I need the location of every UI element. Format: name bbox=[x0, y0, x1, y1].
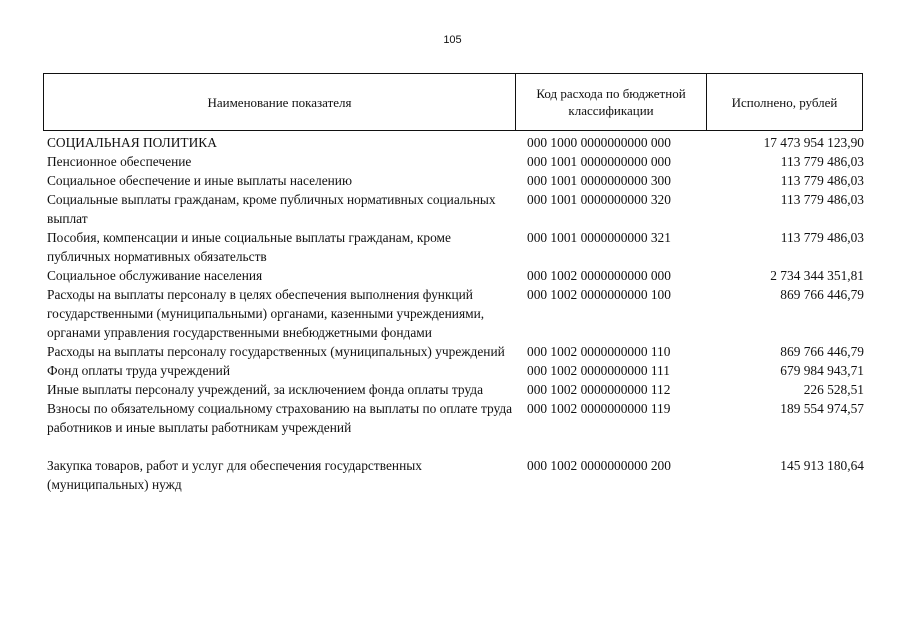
row-name: Социальное обслуживание населения bbox=[47, 268, 263, 283]
header-amount: Исполнено, рублей bbox=[731, 94, 838, 110]
row-amount: 17 473 954 123,90 bbox=[763, 135, 864, 150]
row-amount: 189 554 974,57 bbox=[780, 401, 864, 416]
page-number: 105 bbox=[443, 34, 462, 46]
row-amount: 869 766 446,79 bbox=[780, 287, 864, 302]
row-code: 000 1002 0000000000 100 bbox=[527, 287, 671, 302]
table-header bbox=[43, 73, 863, 131]
row-name: Расходы на выплаты персоналу в целях обеспечения выполнения функций государственными (муниципальными) органами, казенными учреждениями, органами управления государственными внебюджетными фондами bbox=[47, 287, 485, 340]
row-amount: 145 913 180,64 bbox=[780, 458, 864, 473]
table-row bbox=[47, 456, 864, 494]
row-code: 000 1002 0000000000 000 bbox=[527, 268, 671, 283]
row-code: 000 1002 0000000000 200 bbox=[527, 458, 671, 473]
row-amount: 226 528,51 bbox=[803, 382, 864, 397]
header-code: Код расхода по бюджетной классификации bbox=[516, 74, 707, 130]
row-amount: 113 779 486,03 bbox=[780, 230, 864, 245]
table-row bbox=[47, 266, 864, 285]
row-amount: 2 734 344 351,81 bbox=[770, 268, 864, 283]
row-amount: 113 779 486,03 bbox=[780, 154, 864, 169]
row-code: 000 1001 0000000000 300 bbox=[527, 173, 671, 188]
header-name: Наименование показателя bbox=[44, 74, 516, 130]
row-code: 000 1001 0000000000 321 bbox=[527, 230, 671, 245]
table-row bbox=[47, 152, 864, 171]
row-name: Пенсионное обеспечение bbox=[47, 154, 192, 169]
table-row bbox=[47, 190, 864, 228]
table-row bbox=[47, 228, 864, 266]
table-row bbox=[47, 399, 864, 437]
row-amount: 113 779 486,03 bbox=[780, 173, 864, 188]
row-amount: 869 766 446,79 bbox=[780, 344, 864, 359]
row-name: Пособия, компенсации и иные социальные выплаты гражданам, кроме публичных нормативных обязательств bbox=[47, 230, 451, 264]
table-row bbox=[47, 380, 864, 399]
row-code: 000 1001 0000000000 320 bbox=[527, 192, 671, 207]
row-amount: 113 779 486,03 bbox=[780, 192, 864, 207]
row-name: Взносы по обязательному социальному страхованию на выплаты по оплате труда работников и иные выплаты работникам учреждений bbox=[47, 401, 513, 435]
table-body bbox=[47, 133, 864, 494]
row-code: 000 1002 0000000000 112 bbox=[527, 382, 671, 397]
row-code: 000 1002 0000000000 119 bbox=[527, 401, 671, 416]
row-name: Социальные выплаты гражданам, кроме публичных нормативных социальных выплат bbox=[47, 192, 496, 226]
table-row bbox=[47, 342, 864, 361]
row-code: 000 1000 0000000000 000 bbox=[527, 135, 671, 150]
row-code: 000 1001 0000000000 000 bbox=[527, 154, 671, 169]
row-name: Фонд оплаты труда учреждений bbox=[47, 363, 231, 378]
row-name: Социальное обеспечение и иные выплаты населению bbox=[47, 173, 352, 188]
row-name: Закупка товаров, работ и услуг для обеспечения государственных (муниципальных) нужд bbox=[47, 458, 422, 492]
table-row bbox=[47, 361, 864, 380]
row-name: Расходы на выплаты персоналу государственных (муниципальных) учреждений bbox=[47, 344, 505, 359]
row-amount: 679 984 943,71 bbox=[780, 363, 864, 378]
row-code: 000 1002 0000000000 110 bbox=[527, 344, 671, 359]
table-row bbox=[47, 171, 864, 190]
table-row bbox=[47, 285, 864, 342]
row-code: 000 1002 0000000000 111 bbox=[527, 363, 670, 378]
row-name: СОЦИАЛЬНАЯ ПОЛИТИКА bbox=[47, 135, 217, 150]
row-name: Иные выплаты персоналу учреждений, за исключением фонда оплаты труда bbox=[47, 382, 484, 397]
table-row bbox=[47, 133, 864, 152]
